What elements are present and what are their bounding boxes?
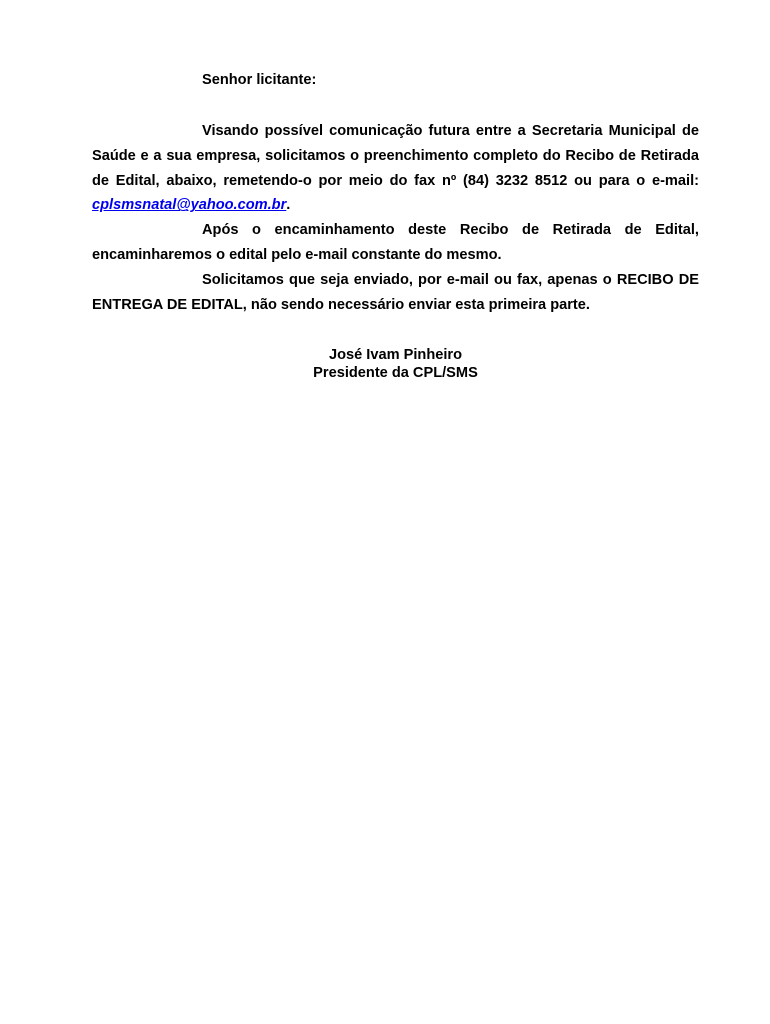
paragraph-contact-request-text: Visando possível comunicação futura entre a Secretaria Municipal de Saúde e a sua empresa, solicitamos o preenchimento completo do Recibo de Retirada de Edital, abaixo, remetendo-o por meio do fax nº (84) 3232 8512 ou para o e-mail: <box>92 123 699 189</box>
signatory-name: José Ivam Pinheiro <box>328 347 463 363</box>
salutation: Senhor licitante: <box>202 72 317 88</box>
signatory-title: Presidente da CPL/SMS <box>313 365 478 381</box>
paragraph-contact-request <box>92 119 699 218</box>
paragraph-contact-request-end: . <box>286 197 291 214</box>
email-link[interactable]: cplsmsnatal@yahoo.com.br <box>92 197 287 214</box>
letter-body <box>92 119 699 317</box>
paragraph-edital-delivery: Após o encaminhamento deste Recibo de Retirada de Edital, encaminharemos o edital pelo e-mail constante do mesmo. <box>92 222 699 263</box>
paragraph-send-instructions: Solicitamos que seja enviado, por e-mail ou fax, apenas o RECIBO DE ENTREGA DE EDITAL, não sendo necessário enviar esta primeira parte. <box>92 271 699 313</box>
signature-block <box>92 346 699 382</box>
